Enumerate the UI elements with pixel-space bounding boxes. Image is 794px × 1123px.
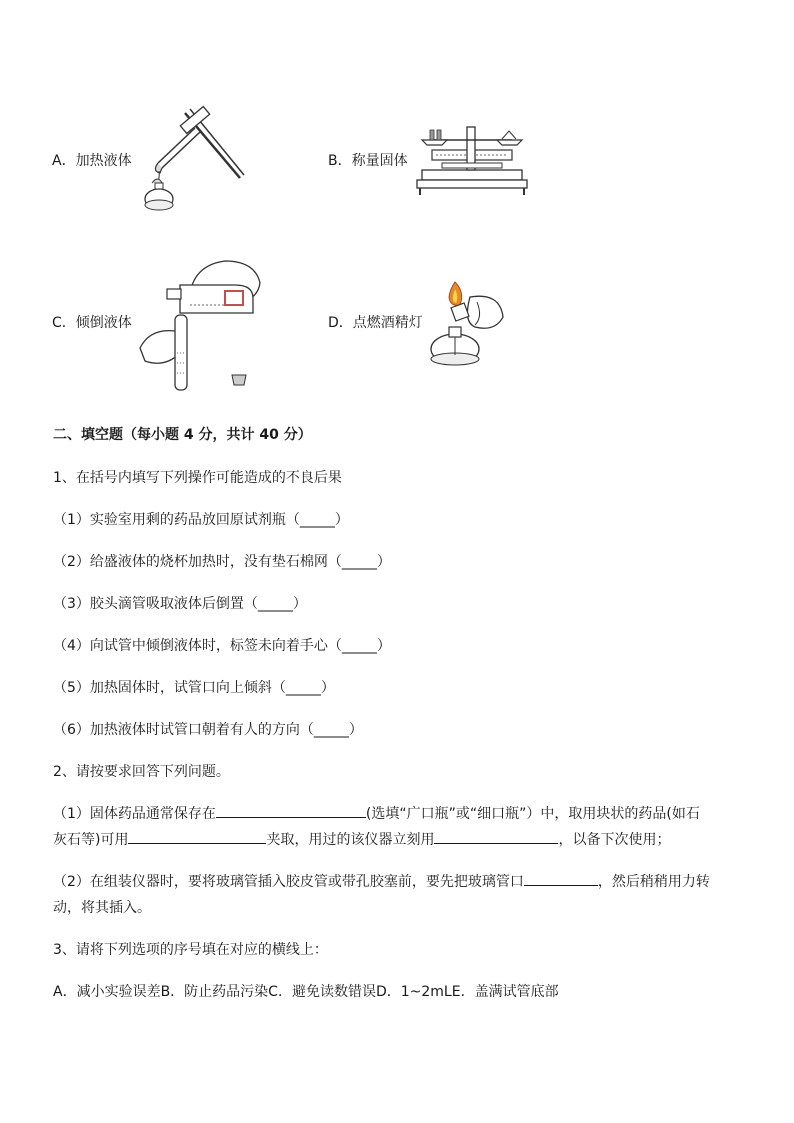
q2-p1-text-b: (选填“广口瓶”或“细口瓶”）中，取用块状的药品(如石 bbox=[365, 806, 700, 822]
q1-stem: 1、在括号内填写下列操作可能造成的不良后果 bbox=[53, 470, 342, 486]
option-c-label: C．倾倒液体 bbox=[52, 315, 132, 331]
heating-liquid-figure bbox=[140, 103, 250, 218]
pouring-liquid-figure bbox=[135, 243, 265, 393]
answer-blank-cleanup[interactable] bbox=[434, 829, 558, 844]
q2-p1-text-d: 夹取，用过的该仪器立刻用 bbox=[266, 832, 435, 848]
q2-p2-text-a: （2）在组装仪器时，要将玻璃管插入胶皮管或带孔胶塞前，要先把玻璃管口 bbox=[53, 874, 524, 890]
balance-scale-figure bbox=[412, 115, 532, 200]
q1-item-5: （5）加热固体时，试管口向上倾斜（_____） bbox=[53, 680, 335, 696]
q1-item-3: （3）胶头滴管吸取液体后倒置（_____） bbox=[53, 596, 307, 612]
q1-item-1: （1）实验室用剩的药品放回原试剂瓶（_____） bbox=[53, 512, 349, 528]
q2-part2-line1 bbox=[53, 871, 710, 891]
q1-item-4: （4）向试管中倾倒液体时，标签未向着手心（_____） bbox=[53, 638, 391, 654]
q2-p1-text-c: 灰石等)可用 bbox=[53, 832, 129, 848]
section-heading: 二、填空题（每小题 4 分，共计 40 分） bbox=[53, 427, 312, 443]
answer-blank-glass-tube[interactable] bbox=[524, 871, 598, 886]
q1-item-2: （2）给盛液体的烧杯加热时，没有垫石棉网（_____） bbox=[53, 554, 391, 570]
answer-blank-tool[interactable] bbox=[128, 829, 266, 844]
q2-part2-line2: 动，将其插入。 bbox=[53, 900, 151, 916]
q1-item-6: （6）加热液体时试管口朝着有人的方向（_____） bbox=[53, 722, 363, 738]
q3-stem: 3、请将下列选项的序号填在对应的横线上： bbox=[53, 942, 328, 958]
q2-p2-text-b: ，然后稍稍用力转 bbox=[597, 874, 710, 890]
q2-p1-text-a: （1）固体药品通常保存在 bbox=[53, 806, 216, 822]
option-d-label: D．点燃酒精灯 bbox=[328, 315, 423, 331]
alcohol-lamp-figure bbox=[425, 277, 515, 372]
q2-part1-line1 bbox=[53, 803, 700, 823]
q3-choices: A．减小实验误差B．防止药品污染C．避免读数错误D．1~2mLE．盖满试管底部 bbox=[53, 984, 559, 1000]
answer-blank-container[interactable] bbox=[216, 803, 366, 818]
q2-p1-text-e: ，以备下次使用； bbox=[558, 832, 671, 848]
option-a-label: A．加热液体 bbox=[52, 153, 132, 169]
q2-stem: 2、请按要求回答下列问题。 bbox=[53, 764, 230, 780]
q2-part1-line2 bbox=[53, 829, 670, 849]
option-b-label: B．称量固体 bbox=[328, 153, 408, 169]
